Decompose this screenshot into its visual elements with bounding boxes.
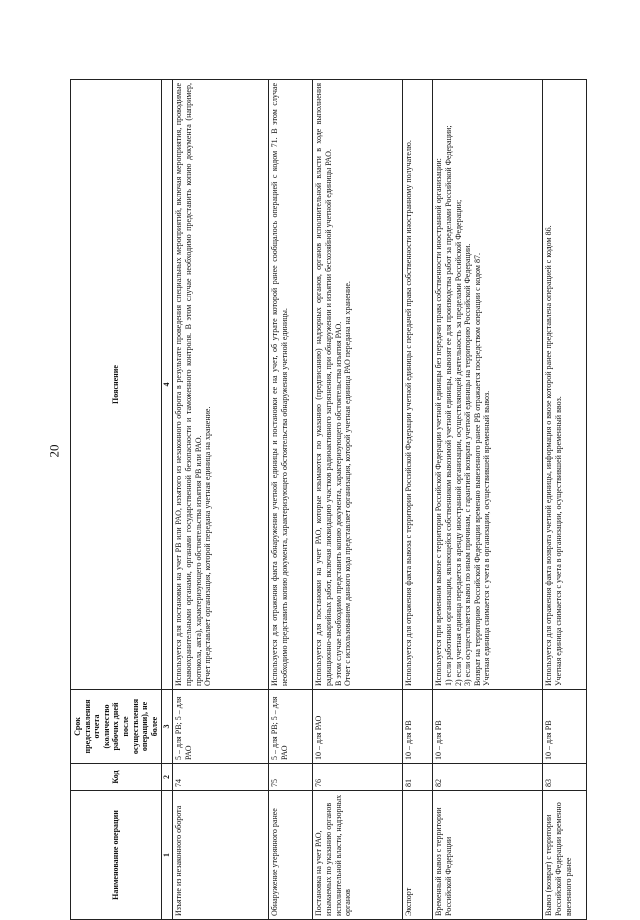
operation-code: 75 <box>269 764 313 791</box>
column-number: 1 <box>162 791 173 920</box>
operation-explanation <box>403 80 433 690</box>
explanation-line: Используется для отражения факта возврата учетной единицы, информация о ввозе которой ранее представлена операцией с кодом 86. <box>544 225 554 686</box>
explanation-line: Используется для постановки на учет РАО, которые изымаются по указанию (предписанию) надзорных органов, органов исполнительной власти в ходе выполнения радиационно-аварийных работ, включая ликвидацию участков радиоактивного загрязнения, при обнаружении и изъятии бесхозяйной учетной единицы РАО. <box>314 83 333 686</box>
column-number-row <box>162 80 173 920</box>
header-explanation: Пояснение <box>71 80 162 690</box>
report-term: 5 – для РВ; 5 – для РАО <box>173 690 269 764</box>
explanation-line: Отчет с использованием данного кода представляет организация, которой учетная единица РАО передана на хранение. <box>343 281 353 686</box>
explanation-line: Используется для отражения факта обнаружения учетной единицы и постановки ее на учет, об утрате которой ранее сообщалось операцией с кодом 71. В этом случае необходимо представить копию документа, характеризующего обстоятельства обнаружения учетной единицы. <box>270 83 289 686</box>
report-term: 10 – для РВ <box>403 690 433 764</box>
operations-table <box>70 79 587 920</box>
header-row <box>71 80 162 920</box>
operation-code: 76 <box>313 764 403 791</box>
column-number: 3 <box>162 690 173 764</box>
table-row <box>543 80 587 920</box>
header-code: Код <box>71 764 162 791</box>
table-container <box>70 80 573 920</box>
operation-name: Экспорт <box>403 791 433 920</box>
operation-explanation <box>269 80 313 690</box>
header-name: Наименование операции <box>71 791 162 920</box>
operation-explanation <box>313 80 403 690</box>
operation-name: Постановка на учет РАО, изымаемых по указанию органов исполнительной власти, надзорных органов <box>313 791 403 920</box>
table-row <box>269 80 313 920</box>
explanation-line: Используется для отражения факта вывоза с территории Российской Федерации учетной единицы с передачей права собственности иностранному получателю. <box>404 140 414 686</box>
operation-explanation <box>433 80 543 690</box>
explanation-line: Используется при временном вывозе с территории Российской Федерации учетной единицы без передачи права собственности иностранной организации: <box>434 158 444 686</box>
rotated-table-frame <box>70 80 573 920</box>
operation-code: 82 <box>433 764 543 791</box>
explanation-line: Учетная единица снимается с учета в организации, осуществившей временный вывоз. <box>482 390 492 686</box>
report-term: 10 – для РАО <box>313 690 403 764</box>
explanation-line: 2) если учетная единица передается в аренду иностранной организации, осуществляющей деятельность за пределами Российской Федерации; <box>453 199 463 686</box>
explanation-line: Возврат на территорию Российской Федерации временно вывезенного ранее РВ отражается посредством операции с кодом 87. <box>472 253 482 686</box>
explanation-line: Учетная единица снимается с учета в организации, осуществившей временный ввоз. <box>553 396 563 686</box>
report-term: 10 – для РВ <box>543 690 587 764</box>
table-row <box>433 80 543 920</box>
operation-name: Обнаружение утерянного ранее <box>269 791 313 920</box>
column-number: 2 <box>162 764 173 791</box>
table-row <box>403 80 433 920</box>
header-term: Срок представления отчета (количество рабочих дней после осуществления операции), не более <box>71 690 162 764</box>
explanation-line: Отчет представляет организация, которой передана учетная единица на хранение. <box>203 406 213 686</box>
column-number: 4 <box>162 80 173 690</box>
explanation-line: 1) если работники организации, являющейся собственником вывозимой учетной единицы, вывозят ее для производства работ за пределами Российской Федерации; <box>443 125 453 686</box>
operation-code: 81 <box>403 764 433 791</box>
table-row <box>173 80 269 920</box>
report-term: 10 – для РВ <box>433 690 543 764</box>
operation-name: Вывоз (возврат) с территории Российской Федерации временно ввезенного ранее <box>543 791 587 920</box>
table-row <box>313 80 403 920</box>
operation-explanation <box>173 80 269 690</box>
explanation-line: 3) если осуществляется вывоз по иным причинам, с гарантией возврата учетной единицы на территорию Российской Федерации. <box>463 243 473 686</box>
operation-name: Временный вывоз с территории Российской Федерации <box>433 791 543 920</box>
explanation-line: В этом случае необходимо представить копию документа, характеризующего обстоятельства изъятия РАО. <box>333 321 343 686</box>
explanation-line: Используется для постановки на учет РВ или РАО, изъятого из незаконного оборота в результате проведения специальных мероприятий, включая мероприятия, проводимые правоохранительными органами, органами государственной безопасности и таможенного контроля. В этом случае необходимо представить копию документа (например, протокола, акта), характеризующего обстоятельства изъятия РВ или РАО. <box>174 83 203 686</box>
operation-explanation <box>543 80 587 690</box>
operation-code: 83 <box>543 764 587 791</box>
page-number: 20 <box>46 444 62 458</box>
operation-code: 74 <box>173 764 269 791</box>
operation-name: Изъятие из незаконного оборота <box>173 791 269 920</box>
report-term: 5 – для РВ; 5 – для РАО <box>269 690 313 764</box>
